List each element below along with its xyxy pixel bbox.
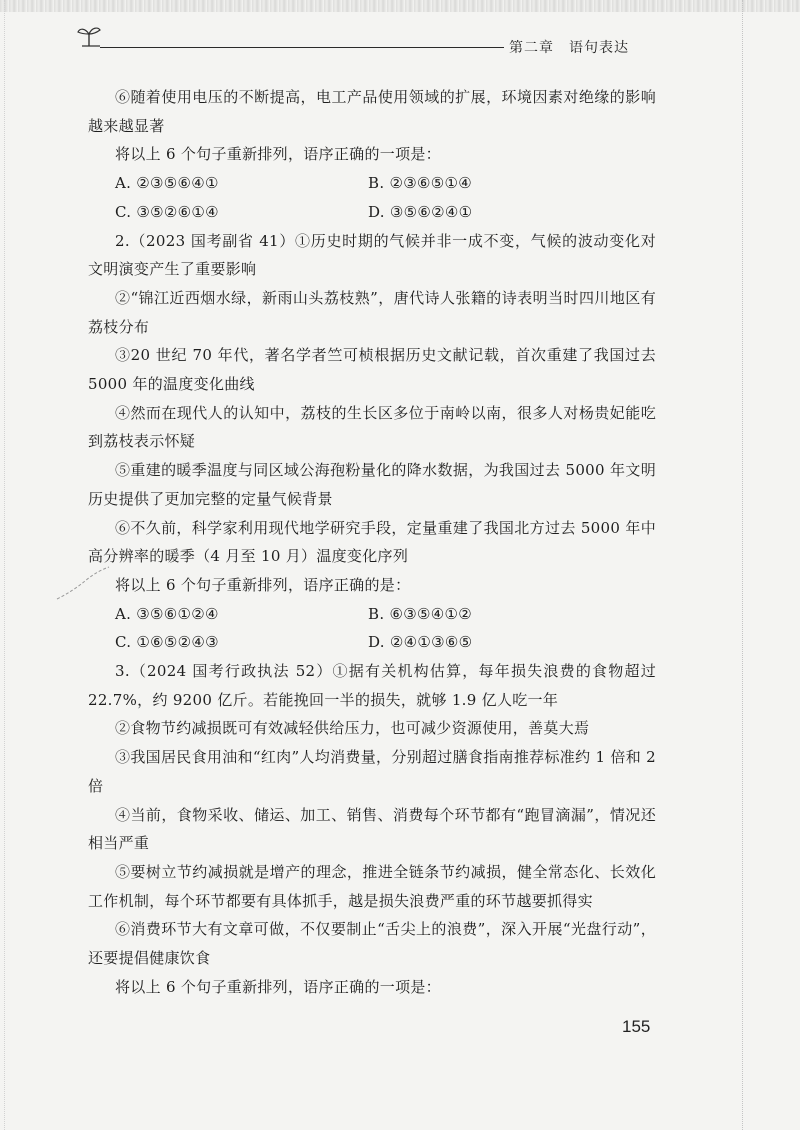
q2-option-b: B. ⑥③⑤④①②	[368, 604, 472, 623]
sprout-icon	[76, 24, 102, 48]
q3-item-6: ⑥消费环节大有文章可做，不仅要制止“舌尖上的浪费”，深入开展“光盘行动”，还要提倡健康饮食	[88, 920, 656, 968]
q2-item-4: ④然而在现代人的认知中，荔枝的生长区多位于南岭以南，很多人对杨贵妃能吃到荔枝表示怀疑	[88, 403, 656, 451]
q1-item-6: ⑥随着使用电压的不断提高，电工产品使用领域的扩展，环境因素对绝缘的影响越来越显著	[88, 88, 656, 135]
q1-option-d: D. ③⑤⑥②④①	[368, 202, 473, 221]
q3-stem: 3.（2024 国考行政执法 52）①据有关机构估算，每年损失浪费的食物超过 22.7%，约 9200 亿斤。若能挽回一半的损失，就够 1.9 亿人吃一年	[88, 662, 656, 709]
q2-item-2: ②“锦江近西烟水绿，新雨山头荔枝熟”，唐代诗人张籍的诗表明当时四川地区有荔枝分布	[88, 288, 656, 336]
page-number: 155	[622, 1017, 651, 1036]
scan-edge-right	[742, 0, 743, 1130]
header-rule	[100, 47, 504, 48]
q2-option-d: D. ②④①③⑥⑤	[368, 633, 473, 652]
q3-prompt: 将以上 6 个句子重新排列，语序正确的一项是：	[115, 977, 441, 996]
q3-item-2: ②食物节约减损既可有效减轻供给压力，也可减少资源使用，善莫大焉	[115, 719, 590, 738]
q2-stem: 2.（2023 国考副省 41）①历史时期的气候并非一成不变，气候的波动变化对文明演变产生了重要影响	[88, 231, 656, 279]
q2-prompt: 将以上 6 个句子重新排列，语序正确的是：	[115, 575, 411, 594]
q2-option-a: A. ③⑤⑥①②④	[115, 604, 219, 623]
q2-item-3: ③20 世纪 70 年代，著名学者竺可桢根据历史文献记载，首次重建了我国过去 5000 年的温度变化曲线	[88, 346, 656, 394]
scan-noise	[0, 0, 800, 12]
chapter-title: 第二章 语句表达	[509, 40, 629, 56]
q1-option-b: B. ②③⑥⑤①④	[368, 174, 472, 193]
q2-option-c: C. ①⑥⑤②④③	[115, 633, 219, 652]
q2-item-5: ⑤重建的暖季温度与同区域公海孢粉量化的降水数据，为我国过去 5000 年文明历史提供了更加完整的定量气候背景	[88, 461, 656, 508]
q1-option-c: C. ③⑤②⑥①④	[115, 202, 219, 221]
q3-item-4: ④当前，食物采收、储运、加工、销售、消费每个环节都有“跑冒滴漏”，情况还相当严重	[88, 805, 656, 853]
q2-options	[88, 600, 656, 657]
pencil-mark	[55, 565, 111, 601]
q1-option-a: A. ②③⑤⑥④①	[115, 174, 219, 193]
q2-item-6: ⑥不久前，科学家利用现代地学研究手段，定量重建了我国北方过去 5000 年中高分辨率的暖季（4 月至 10 月）温度变化序列	[88, 518, 656, 566]
q3-item-5: ⑤要树立节约减损就是增产的理念，推进全链条节约减损，健全常态化、长效化工作机制，每个环节都要有具体抓手，越是损失浪费严重的环节越要抓得实	[88, 862, 656, 910]
scan-edge-left	[4, 0, 5, 1130]
q3-item-3: ③我国居民食用油和“红肉”人均消费量，分别超过膳食指南推荐标准约 1 倍和 2 倍	[88, 748, 656, 795]
q1-options	[88, 169, 656, 226]
q1-prompt: 将以上 6 个句子重新排列，语序正确的一项是：	[115, 145, 441, 164]
page-body	[88, 83, 656, 1002]
